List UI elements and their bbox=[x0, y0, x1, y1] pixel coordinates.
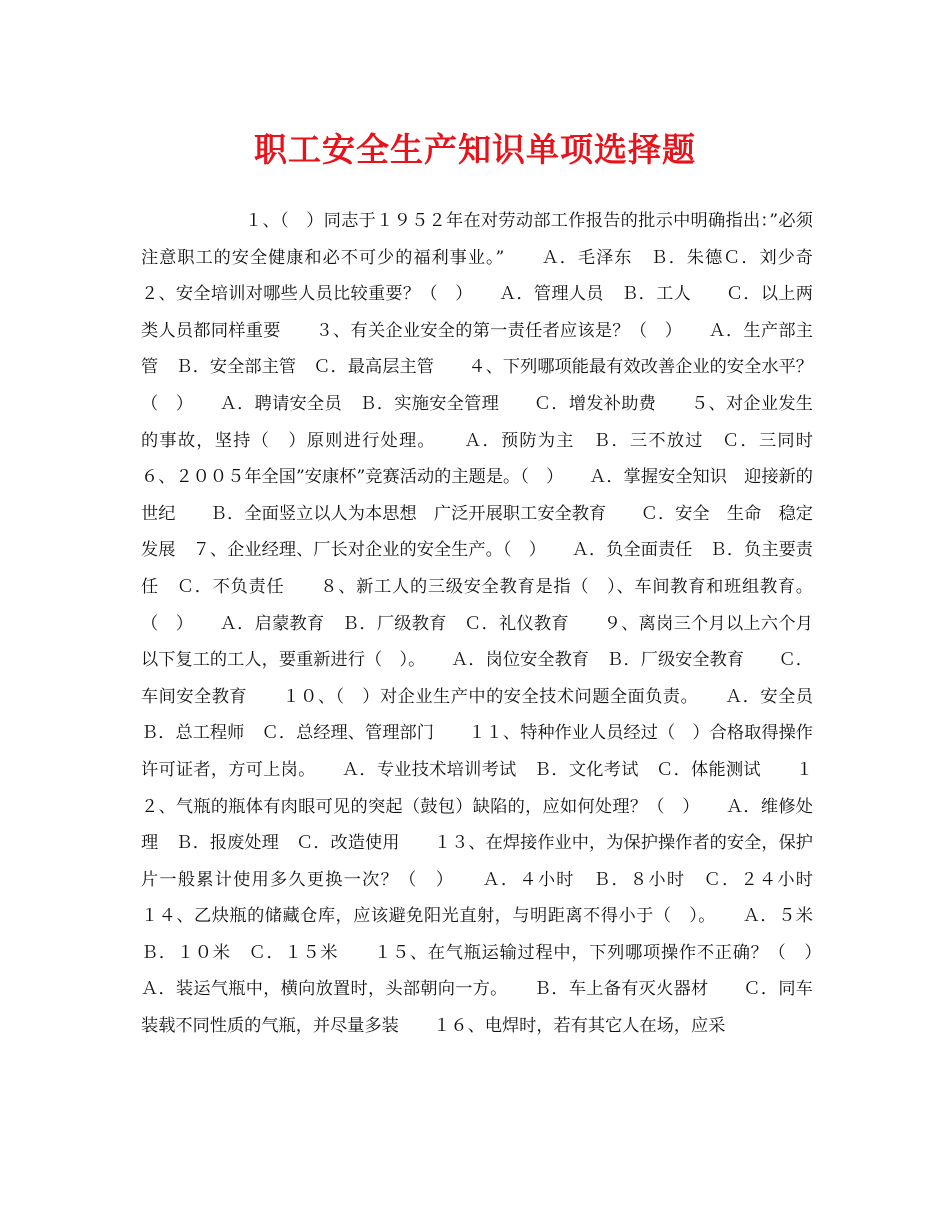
page-title: 职工安全生产知识单项选择题 bbox=[254, 130, 696, 169]
question-body-text: １、（ ）同志于１９５２年在对劳动部工作报告的批示中明确指出：”必须注意职工的安全健康和必不可少的福利事业。” Ａ．毛泽东 Ｂ．朱德Ｃ．刘少奇 ２、安全培训对哪些人员比较重要？（ ） Ａ．管理人员 Ｂ．工人 Ｃ．以上两类人员都同样重要 ３、有关企业安全的第一责任者应该是？（ ） Ａ．生产部主管 Ｂ．安全部主管 Ｃ．最高层主管 ４、下列哪项能最有效改善企业的安全水平？（ ） Ａ．聘请安全员 Ｂ．实施安全管理 Ｃ．增发补助费 ５、对企业发生的事故，坚持（ ）原则进行处理。 Ａ．预防为主 Ｂ．三不放过 Ｃ．三同时 ６、２００５年全国”安康杯”竞赛活动的主题是。（ ） Ａ．掌握安全知识 迎接新的世纪 Ｂ．全面竖立以人为本思想 广泛开展职工安全教育 Ｃ．安全 生命 稳定 发展 ７、企业经理、厂长对企业的安全生产。（ ） Ａ．负全面责任 Ｂ．负主要责任 Ｃ．不负责任 ８、新工人的三级安全教育是指（ ）、车间教育和班组教育。（ ） Ａ．启蒙教育 Ｂ．厂级教育 Ｃ．礼仪教育 ９、离岗三个月以上六个月以下复工的工人，要重新进行（ ）。 Ａ．岗位安全教育 Ｂ．厂级安全教育 Ｃ．车间安全教育 １０、（ ）对企业生产中的安全技术问题全面负责。 Ａ．安全员 Ｂ．总工程师 Ｃ．总经理、管理部门 １１、特种作业人员经过（ ）合格取得操作许可证者，方可上岗。 Ａ．专业技术培训考试 Ｂ．文化考试 Ｃ．体能测试 １２、气瓶的瓶体有肉眼可见的突起（鼓包）缺陷的，应如何处理？（ ） Ａ．维修处理 Ｂ．报废处理 Ｃ．改造使用 １３、在焊接作业中，为保护操作者的安全，保护片一般累计使用多久更换一次？（ ） Ａ．４小时 Ｂ．８小时 Ｃ．２４小时 １４、乙炔瓶的储藏仓库，应该避免阳光直射，与明距离不得小于（ ）。 Ａ．５米 Ｂ．１０米 Ｃ．１５米 １５、在气瓶运输过程中，下列哪项操作不正确？（ ） Ａ．装运气瓶中，横向放置时，头部朝向一方。 Ｂ．车上备有灭火器材 Ｃ．同车装载不同性质的气瓶，并尽量多装 １６、电焊时，若有其它人在场，应采 bbox=[141, 211, 848, 1037]
